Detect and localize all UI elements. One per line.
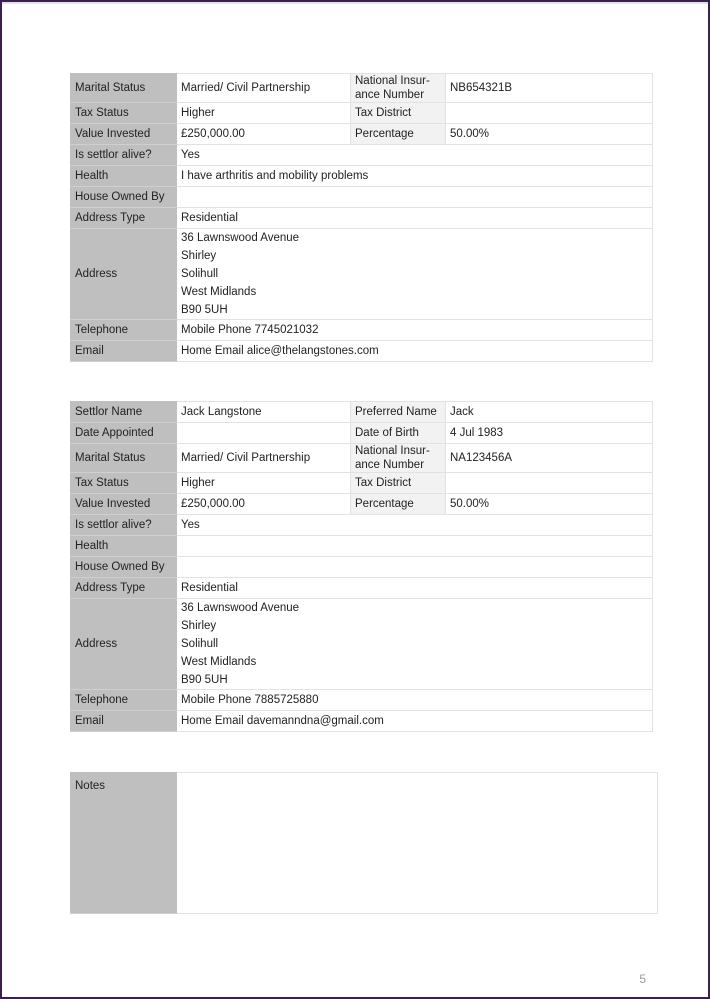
percentage-value: 50.00%: [446, 494, 653, 515]
address-type-value: Residential: [177, 578, 653, 599]
marital-status-value: Married/ Civil Partnership: [177, 444, 351, 473]
percentage-label: Percentage: [351, 124, 446, 145]
tax-status-label: Tax Status: [71, 473, 177, 494]
alive-value: Yes: [177, 145, 653, 166]
percentage-label: Percentage: [351, 494, 446, 515]
address-line: Shirley: [181, 250, 217, 262]
marital-status-label: Marital Status: [71, 444, 177, 473]
dob-value: 4 Jul 1983: [446, 423, 653, 444]
preferred-name-value: Jack: [446, 402, 653, 423]
address-line: B90 5UH: [181, 674, 228, 686]
table-row: [71, 208, 653, 229]
tax-district-label: Tax District: [351, 103, 446, 124]
table-row: [71, 166, 653, 187]
address-line: B90 5UH: [181, 304, 228, 316]
health-label: Health: [71, 536, 177, 557]
table-row: [71, 578, 653, 599]
tax-status-value: Higher: [177, 473, 351, 494]
table-row: [71, 124, 653, 145]
table-row: [71, 494, 653, 515]
health-value: [177, 536, 653, 557]
ni-label: National Insur- ance Number: [351, 74, 446, 103]
tax-district-value: [446, 473, 653, 494]
house-owned-label: House Owned By: [71, 187, 177, 208]
email-label: Email: [71, 341, 177, 362]
telephone-label: Telephone: [71, 320, 177, 341]
address-type-label: Address Type: [71, 208, 177, 229]
table-row: [71, 187, 653, 208]
date-appointed-value: [177, 423, 351, 444]
alive-label: Is settlor alive?: [71, 515, 177, 536]
health-label: Health: [71, 166, 177, 187]
value-invested-label: Value Invested: [71, 494, 177, 515]
email-value: Home Email davemanndna@gmail.com: [177, 711, 653, 732]
dob-label: Date of Birth: [351, 423, 446, 444]
marital-status-value: Married/ Civil Partnership: [177, 74, 351, 103]
address-line: Solihull: [181, 638, 219, 650]
table-row: [71, 773, 658, 914]
address-line: 36 Lawnswood Avenue: [181, 232, 300, 244]
house-owned-value: [177, 187, 653, 208]
ni-number-value: NB654321B: [446, 74, 653, 103]
address-line: 36 Lawnswood Avenue: [181, 602, 300, 614]
tax-district-label: Tax District: [351, 473, 446, 494]
table-row: [71, 402, 653, 423]
email-label: Email: [71, 711, 177, 732]
value-invested-label: Value Invested: [71, 124, 177, 145]
telephone-value: Mobile Phone 7885725880: [177, 690, 653, 711]
table-row: [71, 74, 653, 103]
notes-table: [70, 772, 658, 914]
address-type-value: Residential: [177, 208, 653, 229]
telephone-value: Mobile Phone 7745021032: [177, 320, 653, 341]
table-row: [71, 145, 653, 166]
health-value: I have arthritis and mobility problems: [177, 166, 653, 187]
settlor-1-table: [70, 73, 653, 362]
table-row: [71, 690, 653, 711]
settlor-name-value: Jack Langstone: [177, 402, 351, 423]
date-appointed-label: Date Appointed: [71, 423, 177, 444]
house-owned-label: House Owned By: [71, 557, 177, 578]
page-number: 5: [639, 972, 646, 986]
address-value: [177, 229, 653, 320]
marital-status-label: Marital Status: [71, 74, 177, 103]
notes-label: Notes: [71, 773, 177, 914]
address-line: West Midlands: [181, 286, 257, 298]
house-owned-value: [177, 557, 653, 578]
table-row: [71, 711, 653, 732]
telephone-label: Telephone: [71, 690, 177, 711]
address-label: Address: [71, 599, 177, 690]
settlor-2-table: [70, 401, 653, 732]
table-row: [71, 320, 653, 341]
tax-status-value: Higher: [177, 103, 351, 124]
percentage-value: 50.00%: [446, 124, 653, 145]
tax-district-value: [446, 103, 653, 124]
address-line: West Midlands: [181, 656, 257, 668]
preferred-name-label: Preferred Name: [351, 402, 446, 423]
ni-number-value: NA123456A: [446, 444, 653, 473]
value-invested-value: £250,000.00: [177, 494, 351, 515]
table-row: [71, 444, 653, 473]
page-top-divider: [2, 2, 708, 4]
settlor-name-label: Settlor Name: [71, 402, 177, 423]
email-value: Home Email alice@thelangstones.com: [177, 341, 653, 362]
table-row: [71, 536, 653, 557]
table-row: [71, 341, 653, 362]
address-label: Address: [71, 229, 177, 320]
table-row: [71, 473, 653, 494]
address-value: [177, 599, 653, 690]
table-row: [71, 557, 653, 578]
notes-value: [177, 773, 658, 914]
alive-value: Yes: [177, 515, 653, 536]
table-row: [71, 423, 653, 444]
table-row: [71, 103, 653, 124]
value-invested-value: £250,000.00: [177, 124, 351, 145]
tax-status-label: Tax Status: [71, 103, 177, 124]
alive-label: Is settlor alive?: [71, 145, 177, 166]
address-type-label: Address Type: [71, 578, 177, 599]
table-row: [71, 515, 653, 536]
ni-label: National Insur- ance Number: [351, 444, 446, 473]
table-row: [71, 229, 653, 320]
address-line: Shirley: [181, 620, 217, 632]
address-line: Solihull: [181, 268, 219, 280]
table-row: [71, 599, 653, 690]
